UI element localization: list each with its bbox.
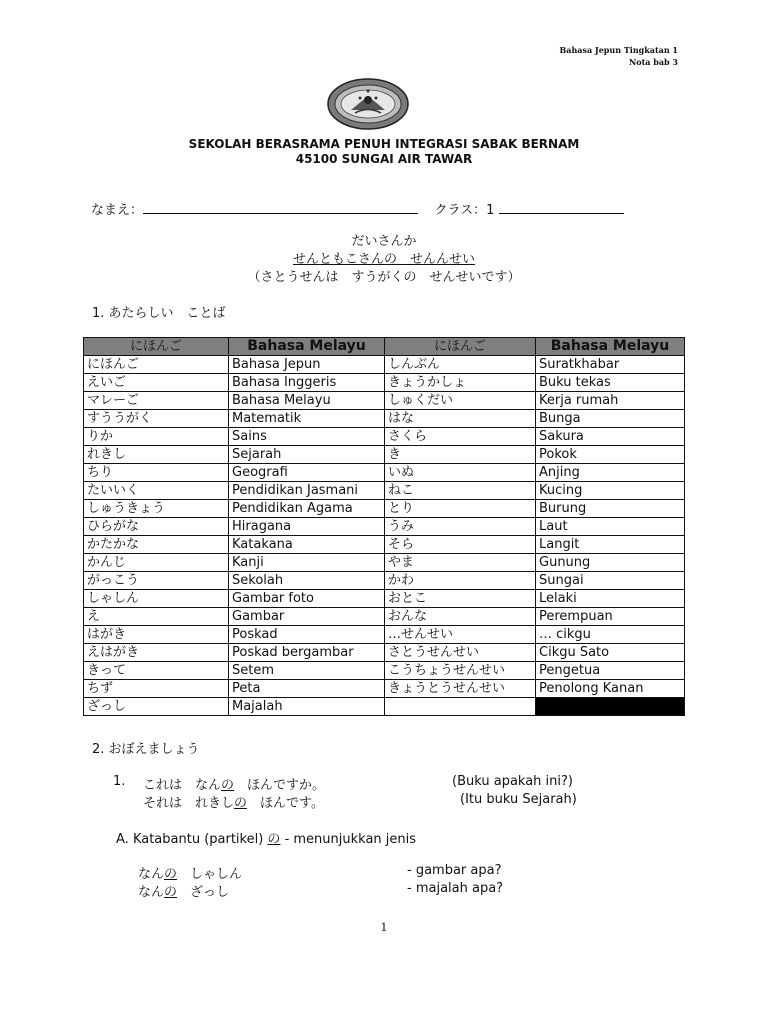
cell-malay-1: Peta — [229, 680, 385, 698]
example-meaning-1: - gambar apa? — [407, 863, 502, 878]
notes-label: Nota bab 3 — [628, 57, 678, 67]
name-label: なまえ： — [91, 203, 144, 218]
cell-malay-1: Geografi — [229, 464, 385, 482]
cell-malay-1: Poskad — [229, 626, 385, 644]
cell-malay-1: Sekolah — [229, 572, 385, 590]
table-row — [84, 590, 685, 608]
class-label: クラス：1 — [434, 203, 499, 218]
cell-japanese-2: きょうかしょ — [385, 374, 536, 392]
cell-japanese-1: たいいく — [84, 482, 229, 500]
cell-japanese-1: りか — [84, 428, 229, 446]
cell-malay-1: Bahasa Melayu — [229, 392, 385, 410]
cell-japanese-1: きって — [84, 662, 229, 680]
lesson-subtitle: （さとうせんは すうがくの せんせいです） — [247, 270, 521, 285]
cell-malay-1: Katakana — [229, 536, 385, 554]
particle-post: - menunjukkan jenis — [280, 832, 417, 847]
cell-japanese-1: ちず — [84, 680, 229, 698]
cell-malay-2: Langit — [536, 536, 685, 554]
particle-letter: A. — [116, 832, 129, 847]
header-japanese-2: にほんご — [385, 338, 536, 356]
cell-japanese-1: がっこう — [84, 572, 229, 590]
cell-japanese-2: きょうとうせんせい — [385, 680, 536, 698]
chapter-label: だいさんか — [351, 234, 417, 249]
cell-malay-2: Anjing — [536, 464, 685, 482]
school-heading — [0, 137, 768, 167]
cell-japanese-2: き — [385, 446, 536, 464]
cell-japanese-1: ひらがな — [84, 518, 229, 536]
cell-malay-2: Cikgu Sato — [536, 644, 685, 662]
cell-japanese-2: …せんせい — [385, 626, 536, 644]
cell-malay-1: Bahasa Jepun — [229, 356, 385, 374]
cell-malay-1: Matematik — [229, 410, 385, 428]
school-name: SEKOLAH BERASRAMA PENUH INTEGRASI SABAK BERNAM — [188, 137, 580, 151]
cell-malay-2: Lelaki — [536, 590, 685, 608]
cell-japanese-2: ねこ — [385, 482, 536, 500]
table-row — [84, 572, 685, 590]
cell-malay-1: Majalah — [229, 698, 385, 716]
table-row — [84, 680, 685, 698]
table-header-row — [84, 338, 685, 356]
table-row — [84, 464, 685, 482]
cell-japanese-1: かんじ — [84, 554, 229, 572]
section-1-heading: 1. あたらしい ことば — [92, 306, 226, 321]
cell-malay-1: Setem — [229, 662, 385, 680]
cell-japanese-1: ざっし — [84, 698, 229, 716]
header-malay-1: Bahasa Melayu — [229, 338, 385, 356]
cell-malay-2: Kucing — [536, 482, 685, 500]
header-right — [560, 44, 678, 68]
answer-translation: (Itu buku Sejarah) — [460, 792, 577, 807]
question-translation: (Buku apakah ini?) — [452, 774, 573, 789]
particle-no: の — [267, 832, 281, 847]
cell-malay-2 — [536, 698, 685, 716]
table-row — [84, 410, 685, 428]
cell-malay-2: Gunung — [536, 554, 685, 572]
table-row — [84, 446, 685, 464]
example-phrase-2 — [138, 881, 229, 900]
cell-japanese-2: さとうせんせい — [385, 644, 536, 662]
cell-malay-2: Pokok — [536, 446, 685, 464]
table-row — [84, 428, 685, 446]
cell-japanese-2: はな — [385, 410, 536, 428]
cell-japanese-1: しゅうきょう — [84, 500, 229, 518]
example-1-particle: の — [164, 867, 178, 882]
cell-malay-2: Sakura — [536, 428, 685, 446]
cell-japanese-2: さくら — [385, 428, 536, 446]
cell-japanese-2: しゅくだい — [385, 392, 536, 410]
example-2-particle: の — [164, 885, 178, 900]
cell-malay-1: Sejarah — [229, 446, 385, 464]
cell-japanese-1: すううがく — [84, 410, 229, 428]
cell-malay-2: … cikgu — [536, 626, 685, 644]
answer-pre: それは れきし — [143, 796, 235, 811]
name-blank[interactable] — [143, 200, 418, 214]
header-japanese-1: にほんご — [84, 338, 229, 356]
cell-japanese-1: マレーご — [84, 392, 229, 410]
particle-note — [116, 828, 416, 847]
lesson-title: せんともこさんの せんんせい — [292, 252, 475, 267]
particle-pre: Katabantu (partikel) — [132, 832, 268, 847]
cell-japanese-2: こうちょうせんせい — [385, 662, 536, 680]
cell-malay-1: Gambar foto — [229, 590, 385, 608]
item-number: 1. — [113, 774, 126, 789]
cell-japanese-1: えいご — [84, 374, 229, 392]
example-2-pre: なん — [138, 885, 165, 900]
table-row — [84, 500, 685, 518]
example-phrase-1 — [138, 863, 242, 882]
cell-japanese-1: しゃしん — [84, 590, 229, 608]
cell-malay-1: Pendidikan Jasmani — [229, 482, 385, 500]
school-logo-icon — [327, 78, 409, 130]
table-row — [84, 608, 685, 626]
question-particle: の — [221, 778, 235, 793]
cell-malay-2: Perempuan — [536, 608, 685, 626]
table-row — [84, 392, 685, 410]
cell-malay-2: Suratkhabar — [536, 356, 685, 374]
example-1-post: しゃしん — [177, 867, 243, 882]
cell-japanese-1: はがき — [84, 626, 229, 644]
answer-particle: の — [234, 796, 248, 811]
school-address: 45100 SUNGAI AIR TAWAR — [295, 152, 473, 166]
cell-japanese-1: にほんご — [84, 356, 229, 374]
cell-japanese-2: いぬ — [385, 464, 536, 482]
table-row — [84, 644, 685, 662]
cell-japanese-2: そら — [385, 536, 536, 554]
example-2-post: ざっし — [177, 885, 230, 900]
cell-malay-2: Penolong Kanan — [536, 680, 685, 698]
question-sentence — [143, 774, 325, 793]
cell-malay-2: Kerja rumah — [536, 392, 685, 410]
example-meaning-2: - majalah apa? — [407, 881, 504, 896]
table-row — [84, 626, 685, 644]
cell-malay-1: Kanji — [229, 554, 385, 572]
cell-japanese-2: おとこ — [385, 590, 536, 608]
cell-malay-1: Gambar — [229, 608, 385, 626]
header-malay-2: Bahasa Melayu — [536, 338, 685, 356]
cell-japanese-1: え — [84, 608, 229, 626]
page-number: 1 — [380, 921, 388, 934]
table-row — [84, 698, 685, 716]
table-row — [84, 374, 685, 392]
cell-japanese-2: うみ — [385, 518, 536, 536]
answer-post: ほんです。 — [247, 796, 324, 811]
table-row — [84, 536, 685, 554]
table-row — [84, 662, 685, 680]
section-2-heading: 2. おぼえましょう — [92, 742, 200, 757]
cell-japanese-1: かたかな — [84, 536, 229, 554]
question-post: ほんですか。 — [234, 778, 326, 793]
table-row — [84, 554, 685, 572]
cell-malay-2: Buku tekas — [536, 374, 685, 392]
cell-malay-2: Burung — [536, 500, 685, 518]
vocabulary-table — [83, 337, 685, 716]
cell-japanese-2: しんぶん — [385, 356, 536, 374]
class-blank[interactable] — [499, 200, 624, 214]
cell-malay-2: Pengetua — [536, 662, 685, 680]
cell-malay-2: Bunga — [536, 410, 685, 428]
table-row — [84, 482, 685, 500]
cell-malay-1: Bahasa Inggeris — [229, 374, 385, 392]
cell-malay-1: Pendidikan Agama — [229, 500, 385, 518]
cell-malay-1: Poskad bergambar — [229, 644, 385, 662]
cell-japanese-2: やま — [385, 554, 536, 572]
question-pre: これは なん — [143, 778, 222, 793]
cell-malay-1: Hiragana — [229, 518, 385, 536]
cell-malay-2: Sungai — [536, 572, 685, 590]
cell-japanese-2 — [385, 698, 536, 716]
cell-japanese-2: とり — [385, 500, 536, 518]
example-1-pre: なん — [138, 867, 165, 882]
table-row — [84, 518, 685, 536]
answer-sentence — [143, 792, 324, 811]
subject-label: Bahasa Jepun Tingkatan 1 — [559, 45, 678, 55]
table-row — [84, 356, 685, 374]
cell-japanese-2: おんな — [385, 608, 536, 626]
cell-japanese-1: れきし — [84, 446, 229, 464]
cell-japanese-1: ちり — [84, 464, 229, 482]
cell-japanese-2: かわ — [385, 572, 536, 590]
lesson-title-block — [0, 233, 768, 287]
name-class-line — [91, 199, 624, 218]
cell-japanese-1: えはがき — [84, 644, 229, 662]
cell-malay-2: Laut — [536, 518, 685, 536]
cell-malay-1: Sains — [229, 428, 385, 446]
